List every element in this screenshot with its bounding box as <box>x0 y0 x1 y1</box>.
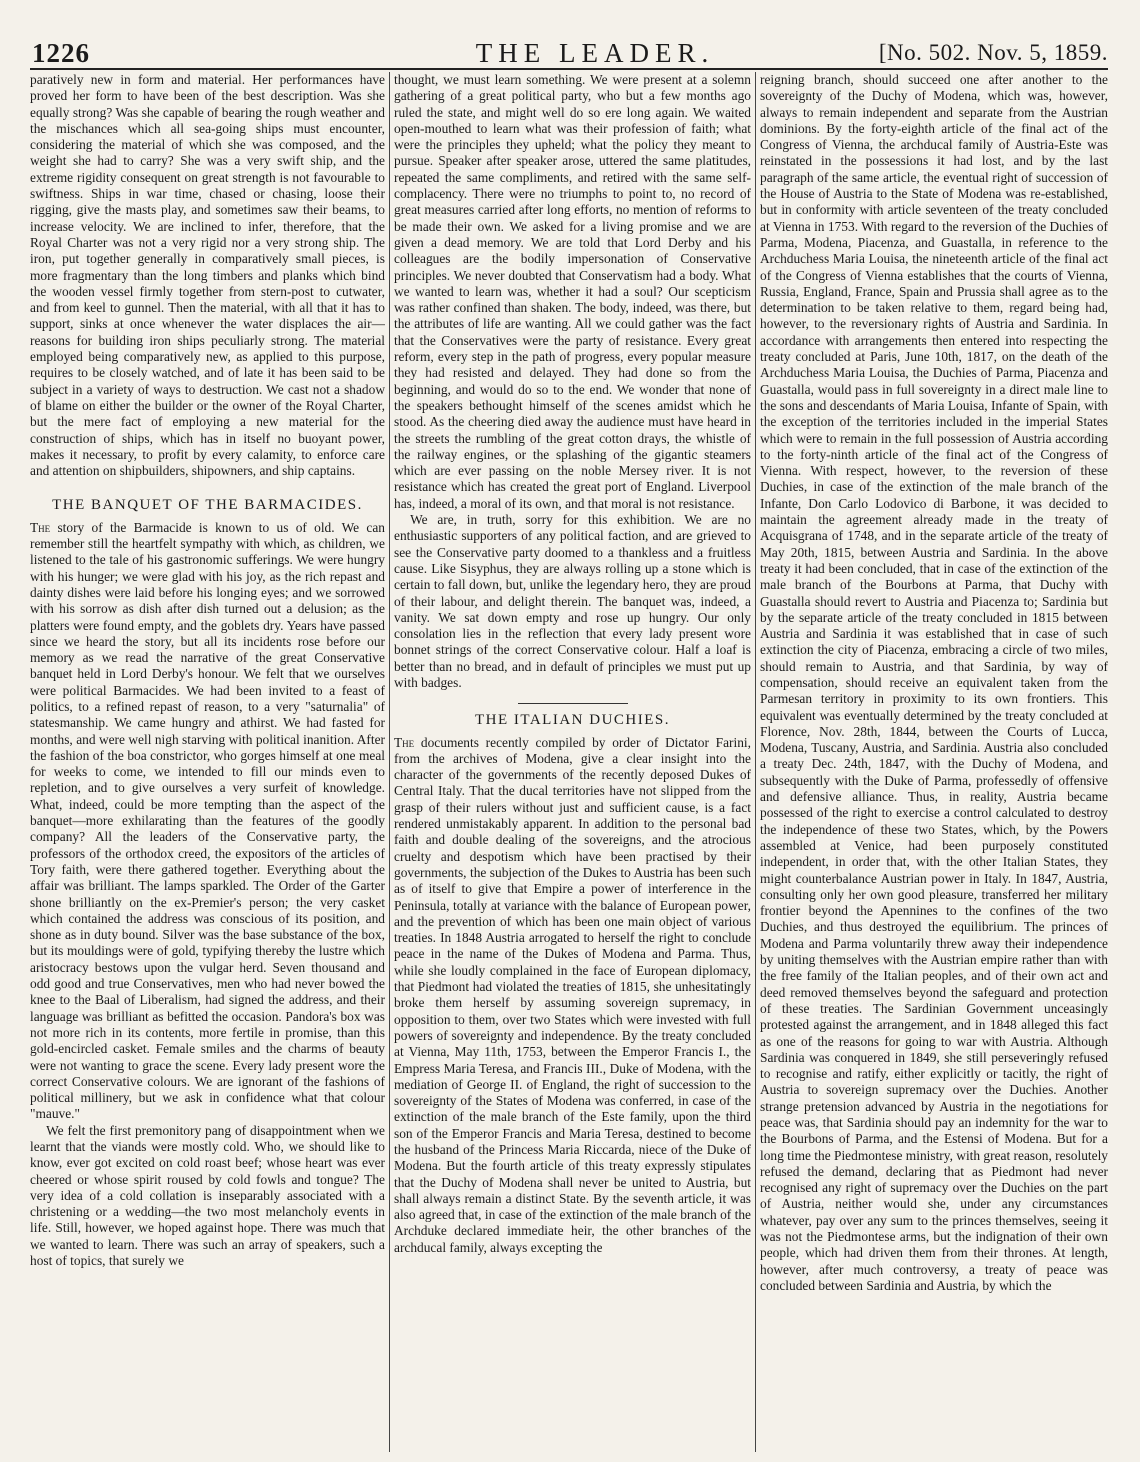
paragraph: paratively new in form and material. Her performances have proved her form to have been of the best description. Was she equally strong? Was she capable of bearing the rough weather and the mischances which all sea-going ships must encounter, considering the material of which she was composed, and the weight she had to carry? She was a very swift ship, and the extreme rigidity consequent on great strength is not favourable to swiftness. Ships in war time, chased or chasing, loose their rigging, give the masts play, and sometimes saw their beams, to increase velocity. We are inclined to infer, therefore, that the Royal Charter was not a very rigid nor a very strong ship. The iron, put together generally in comparatively small pieces, is more fragmentary than the long timbers and planks which bind the wooden vessel firmly together from stern-post to cutwater, and from keel to gunnel. Then the material, with all that it has to support, sinks at once whenever the water displaces the air—reasons for building iron ships peculiarly strong. The material employed being comparatively new, as applied to this purpose, requires to be closely watched, and of late it has been said to be subject in a variety of ways to destruction. We cast not a shadow of blame on either the builder or the owner of the Royal Charter, but the mere fact of employing a new material for the construction of ships, which has in itself no buoyant power, makes it necessary, to profit by every calamity, to enforce care and attention on shipbuilders, shipowners, and ship captains. <box>30 72 385 479</box>
issue-info: [No. 502. Nov. 5, 1859. <box>878 40 1108 65</box>
paragraph: thought, we must learn something. We were present at a solemn gathering of a great political party, who but a few months ago ruled the state, and might well do so ere long again. We waited open-mouthed to learn what was their profession of faith; what were the principles they upheld; what the policy they meant to pursue. Speaker after speaker arose, uttered the same platitudes, repeated the same compliments, and retired with the same self-complacency. There were no triumphs to point to, no record of great measures carried after long efforts, no mention of reforms to be made their own. We asked for a living promise and we are given a dead memory. We are told that Lord Derby and his colleagues are the bodily impersonation of Conservative principles. We never doubted that Conservatism had a body. What we wanted to learn was, whether it had a soul? Our scepticism was rather confined than shaken. The body, indeed, was there, but the attributes of life are wanting. All we could gather was the fact that the Conservatives were the party of resistance. Every great reform, every step in the path of progress, every popular measure they had resisted and delayed. They had done so from the beginning, and would do so to the end. We wonder that none of the speakers bethought himself of the scenes amidst which he stood. As the cheering died away the audience must have heard in the streets the rumbling of the great cotton drays, the whistle of the railway engines, or the splashing of the gigantic steamers which are ever passing on the noble Mersey river. It is not resistance which has created the great port of England. Liverpool has, indeed, a moral of its own, and that moral is not resistance. <box>394 72 751 511</box>
paragraph-text: documents recently compiled by order of Dictator Farini, from the archives of Modena, give a clear insight into the character of the governments of the recently deposed Dukes of Central Italy. That the ducal territories have not slipped from the grasp of their rulers without just and sufficient cause, is a fact rendered unmistakably apparent. In addition to the personal bad faith and double dealing of the sovereigns, and the atrocious cruelty and despotism which have been practised by their governments, the subjection of the Dukes to Austria has been such as of itself to give that Empire a power of interference in the Peninsula, totally at variance with the balance of European power, and the prevention of which has been one main object of various treaties. In 1848 Austria arrogated to herself the right to conclude peace in the name of the Dukes of Modena and Parma. Thus, while she loudly complained in the face of European diplomacy, that Piedmont had violated the treaties of 1815, she unhesitatingly broke them herself by assuming sovereign supremacy, in opposition to them, over two States which were invested with full powers of sovereignty and independence. By the treaty concluded at Vienna, May 11th, 1753, between the Emperor Francis I., the Empress Maria Teresa, and Francis III., Duke of Modena, with the mediation of George II. of England, the right of succession to the sovereignty of the States of Modena was conferred, in case of the extinction of the male branch of the Este family, upon the third son of the Emperor Francis and Maria Teresa, destined to become the husband of the Princess Maria Riccarda, niece of the Duke of Modena. But the fourth article of this treaty expressly stipulates that the Duchy of Modena shall never be united to Austria, but shall always remain a distinct State. By the seventh article, it was also agreed that, in case of the extinction of the male branch of the Archduke declared immediate heir, the other branches of the archducal family, always excepting the <box>394 734 751 1255</box>
column-3 <box>760 72 1108 1452</box>
section-rule <box>518 703 628 704</box>
column-divider <box>755 72 756 1452</box>
page-number: 1226 <box>32 38 90 68</box>
column-divider <box>389 72 390 1452</box>
paragraph: reigning branch, should succeed one after another to the sovereignty of the Duchy of Modena, which was, however, always to remain independent and separate from the Austrian dominions. By the forty-eighth article of the final act of the Congress of Vienna, the archducal family of Austria-Este was reinstated in the possessions it had lost, and by the last paragraph of the same article, the eventual right of succession of the House of Austria to the State of Modena was re-established, but in conformity with article seventeen of the treaty concluded at Vienna in 1753. With regard to the reversion of the Duchies of Parma, Modena, Piacenza, and Guastalla, in reference to the Archduchess Maria Louisa, the nineteenth article of the final act of the Congress of Vienna establishes that the courts of Vienna, Russia, England, France, Spain and Prussia shall agree as to the determination to be taken relative to them, regard being had, however, to the reversionary rights of Austria and Sardinia. In accordance with arrangements then entered into respecting the treaty concluded at Paris, June 10th, 1817, on the death of the Archduchess Maria Louisa, the Duchies of Parma, Piacenza and Guastalla, would pass in full sovereignty in a direct male line to the sons and descendants of Maria Louisa, Infante of Spain, with the exception of the territories included in the imperial States which were to remain in the full possession of Austria according to the forty-ninth article of the final act of the Congress of Vienna. With respect, however, to the reversion of these Duchies, in case of the extinction of the male branch of the Infante, Don Carlo Lodovico di Barbone, it was decided to maintain the agreement already made in the treaty of Acquisgrana of 1748, and in the separate article of the treaty of May 20th, 1815, between Austria and Sardinia. In the above treaty it had been concluded, that in case of the extinction of the male branch of the Bourbons at Parma, that Duchy with Guastalla should revert to Austria and Piacenza to; Sardinia but by the separate article of the treaty concluded in 1815 between Austria and Sardinia it was established that in case of such extinction the city of Piacenza, embracing a circle of two miles, should remain to Austria, and that Sardinia, by way of compensation, should receive an equivalent taken from the Parmesan territory in proximity to its own frontiers. This equivalent was eventually determined by the treaty concluded at Florence, Nov. 28th, 1844, between the Courts of Lucca, Modena, Tuscany, Austria, and Sardinia. Austria also concluded a treaty Dec. 24th, 1847, with the Duchy of Modena, and subsequently with the Duke of Parma, professedly of offensive and defensive alliance. Thus, in reality, Austria became possessed of the right to exercise a control calculated to destroy the independence of these two States, which, by the Powers assembled at Venice, had been purposely constituted independent, in order that, with the other Italian States, they might counterbalance Austrian power in Italy. In 1847, Austria, consulting only her own good pleasure, transferred her military frontier beyond the Apennines to the confines of the two Duchies, and thus destroyed the equilibrium. The princes of Modena and Parma voluntarily threw away their independence by uniting themselves with the Austrian empire rather than with the free family of the Italian peoples, and of their own act and deed removed themselves beyond the safeguard and protection of these treaties. The Sardinian Government unceasingly protested against the arrangement, and in 1848 alleged this fact as one of the reasons for going to war with Austria. Although Sardinia was conquered in 1849, she still perseveringly refused to recognise and ratify, either explicitly or tacitly, the right of Austria to sovereign supremacy over the Duchies. Another strange pretension advanced by Austria in the negotiations for peace was, that Sardinia should pay an indemnity for the war to the Bourbons of Parma, and the Estensi of Modena. But for a long time the Piedmontese ministry, with great reason, resolutely refused the demand, declaring that as Piedmont had never recognised any right of supremacy over the Duchies on the part of Austria, neither would she, under any circumstances whatever, pay over any sum to the princes themselves, seeing it was not the Piedmontese arms, but the indignation of their own people, which had driven them from their thrones. At length, however, after much controversy, a treaty of peace was concluded between Sardinia and Austria, by which the <box>760 72 1108 1293</box>
lead-word: The <box>30 519 51 535</box>
paragraph <box>394 735 751 1257</box>
column-2 <box>394 72 751 1452</box>
lead-word: The <box>394 734 415 750</box>
paragraph: We are, in truth, sorry for this exhibition. We are no enthusiastic supporters of any political faction, and are grieved to see the Conservative party doomed to a thankless and a fruitless cause. Like Sisyphus, they are always rolling up a stone which is certain to fall down, but, unlike the legendary hero, they are proud of their labour, and delight therein. The banquet was, indeed, a vanity. We sat down empty and rose up hungry. Our only consolation lies in the reflection that every lady present wore bonnet strings of the correct Conservative colour. Half a loaf is better than no bread, and in default of principles we must put up with badges. <box>394 512 751 690</box>
paragraph <box>30 520 385 1123</box>
paragraph: We felt the first premonitory pang of disappointment when we learnt that the viands were mostly cold. Who, we should like to know, ever got excited on cold roast beef; whose heart was ever cheered or whose spirit roused by cold fowls and tongue? The very idea of a cold collation is inseparably associated with a christening or a wedding—the two most melancholy events in life. Still, however, we hoped against hope. There was much that we wanted to learn. There was such an array of speakers, such a host of topics, that surely we <box>30 1122 385 1269</box>
column-1 <box>30 72 385 1452</box>
masthead <box>30 38 1108 70</box>
article-heading-italian-duchies: THE ITALIAN DUCHIES. <box>474 712 671 729</box>
newspaper-title: THE LEADER. <box>475 38 715 68</box>
article-heading-barmacides: THE BANQUET OF THE BARMACIDES. <box>52 497 363 514</box>
paragraph-text: story of the Barmacide is known to us of old. We can remember still the heartfelt sympathy with which, as children, we listened to the tale of his gastronomic sufferings. We were hungry with his hunger; we were glad with his joy, as the rich repast and dainty dishes were laid before his longing eyes; and we sorrowed with his sorrow as dish after dish turned out a delusion; as the platters were found empty, and the goblets dry. Years have passed since we heard the story, but all its incidents rose before our memory as we read the narrative of the great Conservative banquet held in Lord Derby's honour. We felt that we ourselves were political Barmacides. We had been invited to a feast of politics, to a refined repast of reason, to a very "saturnalia" of statesmanship. We came hungry and athirst. We had fasted for months, and were well nigh starving with political inanition. After the fashion of the boa constrictor, who gorges himself at one meal for weeks to come, we intended to fill our minds even to repletion, and to give ourselves a very surfeit of knowledge. What, indeed, could be more tempting than the aspect of the banquet—more exhilarating than the features of the goodly company? All the leaders of the Conservative party, the professors of the orthodox creed, the expositors of the articles of Tory faith, were there gathered together. Everything about the affair was brilliant. The lamps sparkled. The Order of the Garter shone brilliantly on the ex-Premier's person; the very casket which contained the address was conscious of its position, and shone as in duty bound. Silver was the base substance of the box, but its mouldings were of gold, typifying thereby the lustre which aristocracy bestows upon the vulgar herd. Seven thousand and odd good and true Conservatives, men who had never bowed the knee to the Baal of Liberalism, had signed the address, and their language was brilliant as befitted the occasion. Pandora's box was not more rich in its contents, more fertile in promise, than this gold-encircled casket. Female smiles and the charms of beauty were not wanting to grace the scene. Every lady present wore the correct Conservative colours. We are ignorant of the fashions of political millinery, but we ask in confidence what that colour "mauve." <box>30 519 385 1122</box>
